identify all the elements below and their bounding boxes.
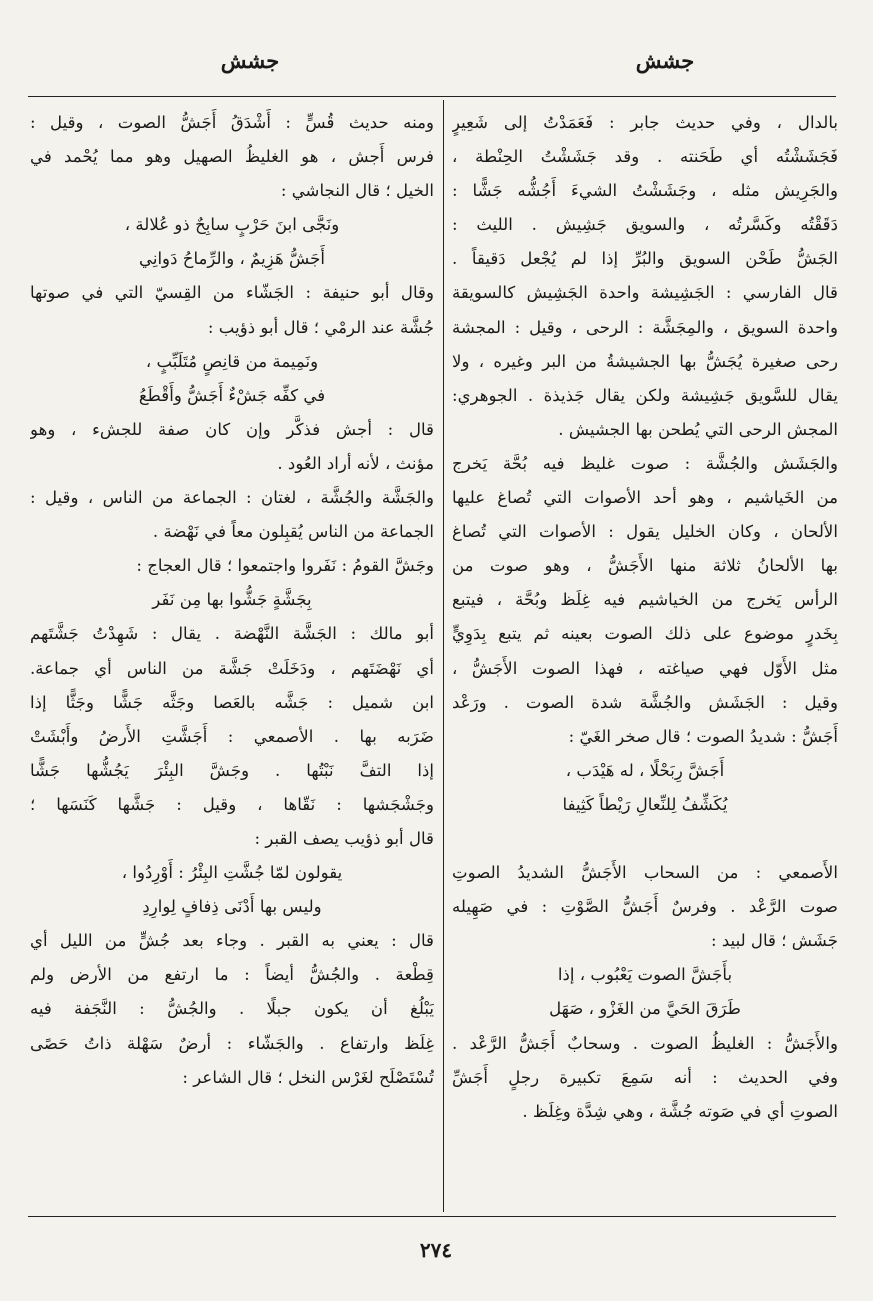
right-column xyxy=(452,106,838,1129)
spacer xyxy=(452,822,838,856)
text-line: جُشَّة عند الرمْي ؛ قال أبو ذؤيب : xyxy=(207,317,434,337)
text-line: قال : أجش فذكَّر وإن كان صفة للجشء ، وهو xyxy=(30,419,434,439)
verse-line: بأَجَشَّ الصوت يَعْبُوب ، إذا xyxy=(557,965,733,985)
bottom-rule xyxy=(28,1216,836,1217)
text-line: مثل الأَوّل فهي صياغته ، فهذا الصوت الأَجَشُّ ، xyxy=(452,658,838,678)
text-line: يَبْلُغ أن يكون جبلًا . والجُشُّ : النَّجَفة فيه xyxy=(30,999,434,1019)
text-line: وقال أبو حنيفة : الجَشّاء من القِسيّ التي في صوتها xyxy=(30,283,434,303)
text-line: الألحان ، وكان الخليل يقول : الأصوات التي تُصاغ xyxy=(452,522,838,542)
text-line: وجَشَّ القومُ : نَفَروا واجتمعوا ؛ قال العجاج : xyxy=(136,556,434,576)
verse-line: أَجَشُّ هَزِيمٌ ، والرِّماحُ دَوانِي xyxy=(139,249,325,269)
text-line: إذا التفَّ نَبْتُها . وجَشَّ البِئْرَ يَجُشُّها جَشًّا xyxy=(30,760,434,780)
text-line: بها الألحانُ ثلاثة منها الأَجَشُّ ، وهو صوت من xyxy=(452,556,838,576)
text-line: ضَرَبه بها . الأصمعي : أَجَشَّتِ الأَرضُ وأَبْشَتْ xyxy=(30,726,434,746)
verse-line: وليس بها أَدْنَى ذِفافٍ لِوارِدِ xyxy=(142,897,322,917)
text-line: الجَشُّ طَحْن السويق والبُرِّ إذا لم يُجْعل دَقيقاً . xyxy=(452,249,838,269)
text-line: أي نَهْضَتَهم ، ودَخَلَتْ جَشَّة من الناس أي جماعة. xyxy=(30,658,434,678)
header-left-entry-word: جشش xyxy=(220,48,280,73)
text-line: الجماعة من الناس يُقبِلون معاً في نَهْضة . xyxy=(152,522,434,542)
verse-line: بِجَشَّةٍ جَشُّوا بها مِن نَفَر xyxy=(152,590,312,610)
text-line: وقيل : الجَشَش والجُشَّة شدة الصوت . ورَعْد xyxy=(452,692,838,712)
text-line: قِطْعة . والجُشُّ أيضاً : ما ارتفع من الأرض ولم xyxy=(30,965,434,985)
text-line: واحدة السويق ، والمِجَشَّة : الرحى ، وقيل : المجشة xyxy=(452,317,838,337)
text-line: وجَشْجَشها : نَقّاها ، وقيل : جَشَّها كَنَسَها ؛ xyxy=(30,794,434,814)
text-line: أبو مالك : الجَشَّة النَّهْضة . يقال : شَهِدْتُ جَشَّتَهم xyxy=(30,624,434,644)
header-right-entry-word: جشش xyxy=(635,48,695,73)
verse-line: ونَجَّى ابنَ حَرْبٍ سابِحٌ ذو عُلالة ، xyxy=(124,215,340,235)
text-line: فرس أَجش ، هو الغليظُ الصهيل وهو مما يُحْمد في xyxy=(30,147,434,167)
text-line: صوت الرَّعْد . وفرسٌ أَجَشُّ الصَّوْتِ : في صَهِيله xyxy=(452,897,838,917)
text-line: فَجَشَشْتُه أي طَحَنته . وقد جَشَشْتُ الحِنْطة ، xyxy=(452,147,838,167)
text-line: الصوتِ أي في صَوته جُشَّة ، وهي شِدَّة وغِلَظ . xyxy=(522,1101,838,1121)
text-line: بالدال ، وفي حديث جابر : فَعَمَدْتُ إلى شَعِيرٍ xyxy=(452,113,838,132)
text-line: قال أبو ذؤيب يصف القبر : xyxy=(254,828,434,848)
text-line: جَشَش ؛ قال لبيد : xyxy=(710,931,838,951)
text-line: مؤنث ، لأنه أراد العُود . xyxy=(277,453,434,473)
verse-line: طَرَقَ الحَيَّ من الغَزْو ، صَهَل xyxy=(549,999,741,1019)
text-line: تُسْتَصْلَح لغَرْس النخل ؛ قال الشاعر : xyxy=(182,1067,434,1087)
text-line: والجَرِيش مثله ، وجَشَشْتُ الشيءَ أَجُشُّه جَشًّا : xyxy=(452,181,838,201)
verse-line: في كفِّه جَشْءٌ أَجَشُّ وأَقْطَعُ xyxy=(138,385,326,405)
text-line: وفي الحديث : أنه سَمِعَ تكبيرة رجلٍ أَجَشِّ xyxy=(452,1067,838,1087)
text-line: والجَشَّة والجُشَّة ، لغتان : الجماعة من الناس ، وقيل : xyxy=(30,488,434,508)
verse-line: أَجَشَّ رِبَحْلًا ، له هَيْدَب ، xyxy=(565,760,725,780)
text-line: دَقَقْتُه وكَسَّرتُه ، والسويق جَشِيش . الليث : xyxy=(452,215,838,235)
verse-line: ونَمِيمة من قانِصٍ مُتَلَبِّبٍ ، xyxy=(145,351,319,371)
text-line: الرأس يَخرج من الخياشيم فيه غِلَظ وبُحَّة ، فيتبع xyxy=(452,590,838,610)
text-line: الأَصمعي : من السحاب الأَجَشُّ الشديدُ الصوتِ xyxy=(452,863,838,883)
column-divider xyxy=(443,100,444,1212)
text-line: الخيل ؛ قال النجاشي : xyxy=(280,181,434,201)
text-line: من الخَياشيم ، وهو أحد الأصوات التي تُصاغ عليها xyxy=(452,488,838,508)
left-column xyxy=(30,106,434,1095)
text-line: قال الفارسي : الجَشِيشة واحدة الجَشِيش كالسويقة xyxy=(452,283,838,303)
text-line: ومنه حديث قُسٍّ : أَشْدَقُ أَجَشُّ الصوت ، وقيل : xyxy=(30,113,434,132)
text-line: بِخَدرٍ موضوع على ذلك الصوت بعينه ثم يتبع بِدَوِيٍّ xyxy=(452,624,838,644)
verse-line: يُكَشِّفُ لِلنِّعالِ رَيْطاً كَثِيفا xyxy=(562,794,728,814)
text-line: يقال للسَّويق جَشِيشة ولكن يقال جَذيذة . الجوهري: xyxy=(452,385,838,405)
text-line: غِلَظ وارتفاع . والجَشّاء : أرضٌ سَهْلة ذاتُ حَصًى xyxy=(30,1033,434,1053)
text-line: والأَجَشُّ : الغليظُ الصوت . وسحابٌ أَجَشُّ الرَّعْد . xyxy=(452,1033,838,1053)
page-number: ٢٧٤ xyxy=(419,1238,453,1262)
text-line: قال : يعني به القبر . وجاء بعد جُشٍّ من الليل أي xyxy=(30,931,434,951)
verse-line: يقولون لمّا جُشَّتِ البِئْرُ : أَوْرِدُوا ، xyxy=(121,863,343,883)
text-line: المجش الرحى التي يُطحن بها الجشيش . xyxy=(558,419,838,439)
text-line: أَجَشُّ : شديدُ الصوت ؛ قال صخر الغَيّ : xyxy=(568,726,838,746)
text-line: والجَشَش والجُشَّة : صوت غليظ فيه بُحَّة يَخرج xyxy=(452,453,838,473)
text-line: ابن شميل : جَشَّه بالعَصا وجَثَّه جَشًّا وجَثًّا إذا xyxy=(30,692,434,712)
text-line: رحى صغيرة يُجَشُّ بها الجشيشةُ من البر وغيره ، ولا xyxy=(452,351,838,371)
top-rule xyxy=(28,96,836,97)
